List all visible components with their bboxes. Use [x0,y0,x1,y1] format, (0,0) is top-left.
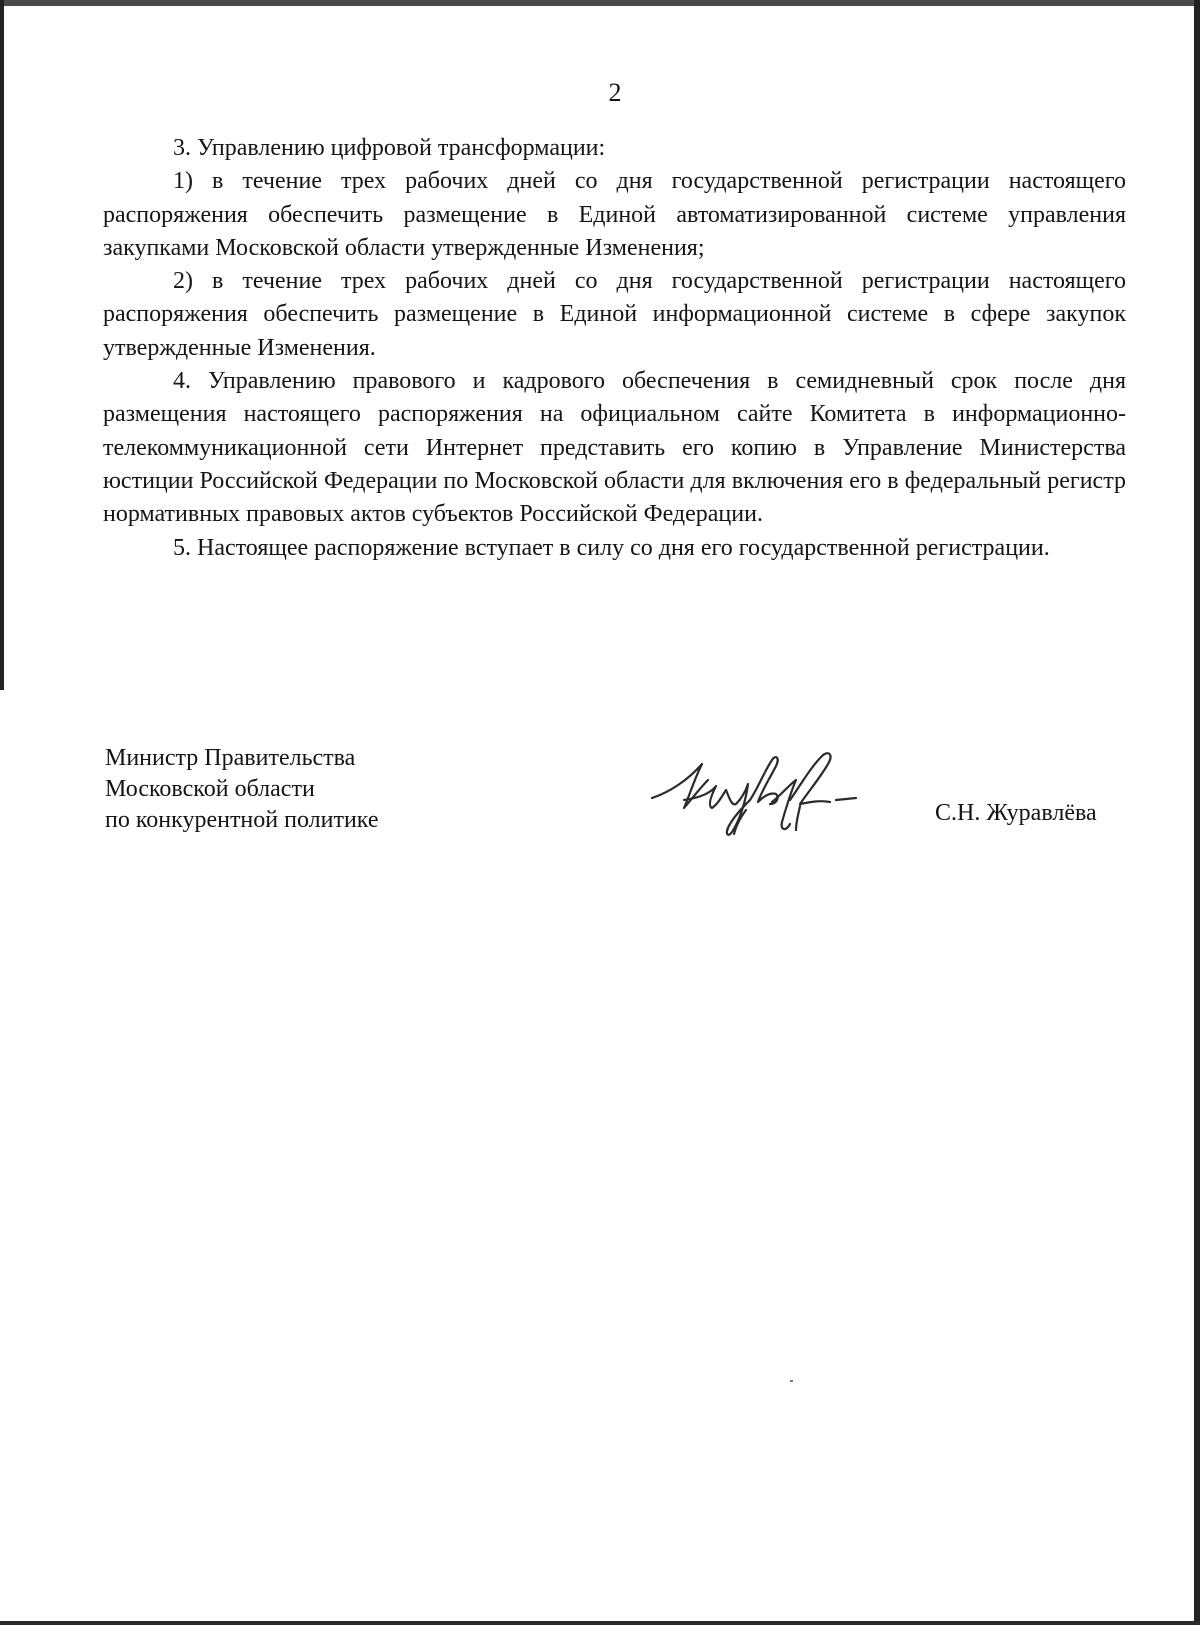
paragraph-item-4: 4. Управлению правового и кадрового обеспечения в семидневный срок после дня размещения настоящего распоряжения на официальном сайте Комитета в информационно-телекоммуникационной сети Интернет представить его копию в Управление Министерства юстиции Российской Федерации по Московской области для включения его в федеральный регистр нормативных правовых актов субъектов Российской Федерации. [103,368,1126,528]
handwritten-signature [650,750,880,850]
paragraph-item-5: 5. Настоящее распоряжение вступает в силу со дня его государственной регистрации. [173,534,1050,561]
scan-edge-top [0,0,1200,6]
paragraph-subitem-3-2: 2) в течение трех рабочих дней со дня государственной регистрации настоящего распоряжения обеспечить размещение в Единой информационной системе в сфере закупок утвержденные Изменения. [103,268,1126,361]
scan-edge-bottom [0,1621,1200,1625]
signatory-name: С.Н. Журавлёва [935,800,1097,826]
paragraph-subitem-3-1: 1) в течение трех рабочих дней со дня государственной регистрации настоящего распоряжения обеспечить размещение в Единой автоматизированной системе управления закупками Московской области утвержденные Изменения; [103,168,1126,261]
scan-edge-right [1194,0,1200,1625]
paragraph-item-3: 3. Управлению цифровой трансформации: [173,135,606,161]
scan-speck [790,1380,793,1382]
document-body [103,132,1126,565]
signatory-title-line: Министр Правительства [105,745,356,771]
signatory-title-line: по конкурентной политике [105,807,379,833]
signatory-title-line: Московской области [105,776,315,802]
page-number: 2 [608,78,622,107]
signatory-title [105,743,379,836]
